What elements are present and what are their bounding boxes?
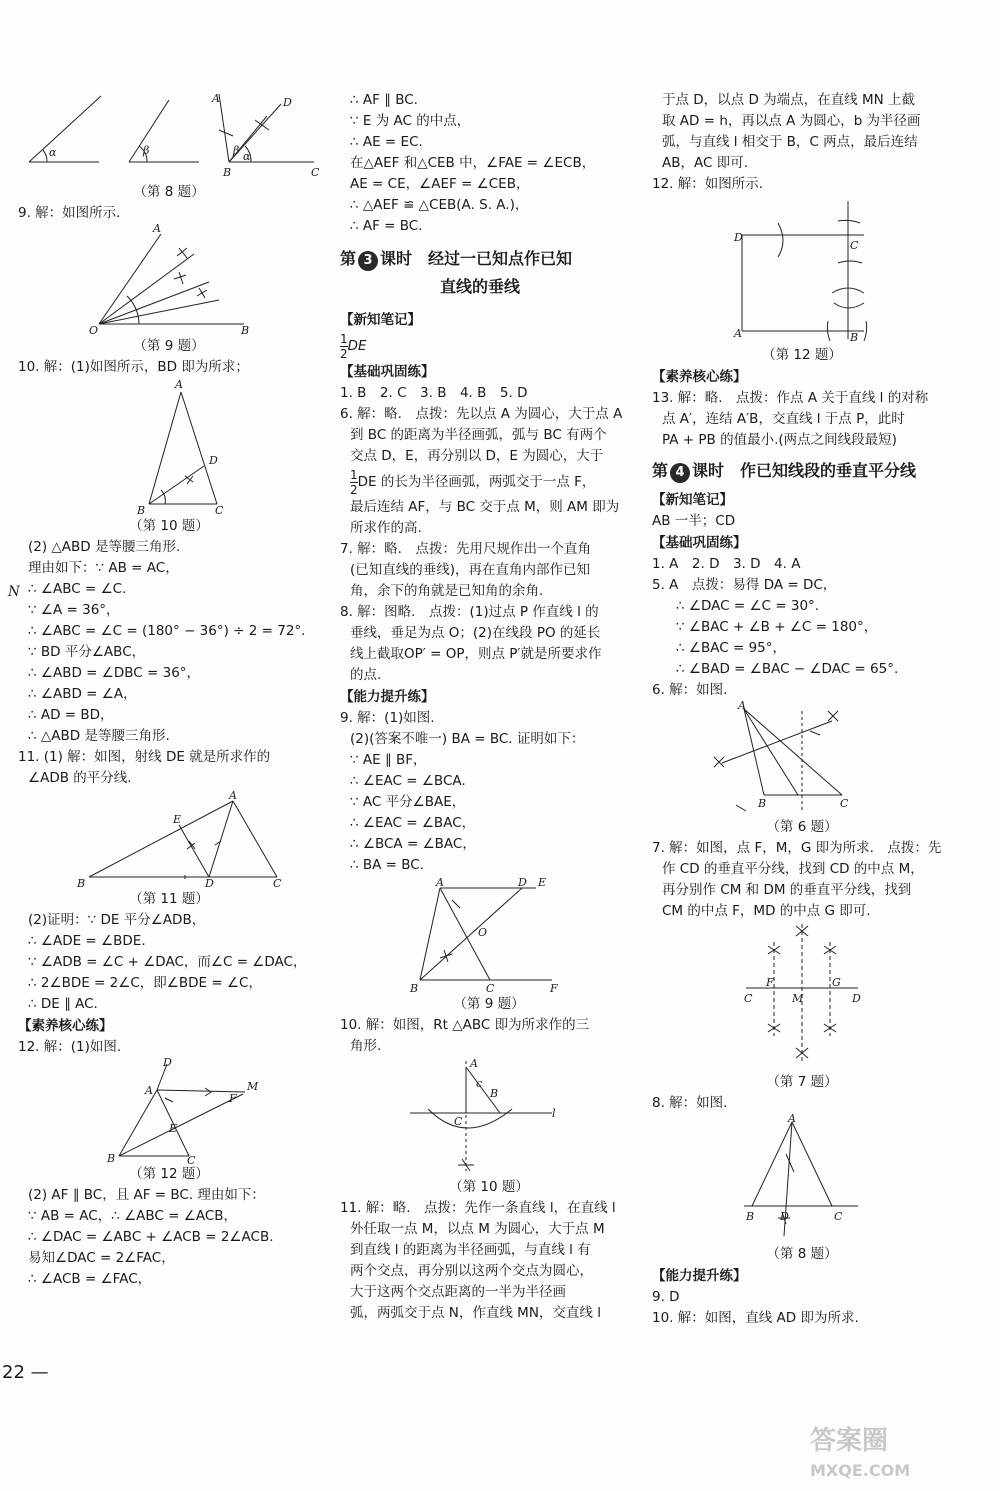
column-left: [18, 90, 320, 1290]
answer-10: 10. 解：(1)如图所示，BD 即为所求；: [18, 359, 249, 375]
answer-9-line7: ∴ ∠BCA = ∠BAC，: [350, 836, 476, 852]
answer-10-2-line1: (2) △ABD 是等腰三角形.: [28, 539, 181, 555]
svg-text:A: A: [470, 1057, 478, 1070]
answer-11-2-line4: ∴ 2∠BDE = 2∠C，即∠BDE = ∠C，: [28, 975, 262, 991]
svg-text:D: D: [780, 1210, 789, 1223]
answer-11-line2: ∠ADB 的平分线.: [28, 770, 132, 786]
svg-text:C: C: [215, 504, 224, 516]
answer-7-line3: 角，余下的角就是已知角的余角.: [350, 583, 544, 599]
svg-text:M: M: [247, 1080, 259, 1093]
proof-line1: ∴ AF ∥ BC.: [350, 92, 418, 108]
answer-11-mid-line6: 弧，两弧交于点 N，作直线 MN，交直线 l: [350, 1305, 601, 1321]
caption-fig8-right: （第 8 题）: [766, 1246, 838, 1262]
svg-text:C: C: [834, 1210, 843, 1223]
answer-9-line5: ∵ AC 平分∠BAE，: [350, 794, 466, 810]
svg-text:B: B: [241, 324, 250, 336]
svg-text:D: D: [209, 454, 218, 467]
svg-text:c: c: [476, 1077, 483, 1090]
section-new-notes: 【新知笔记】: [340, 312, 421, 328]
figure-9: [19, 224, 319, 336]
answer-10-2-line10: ∴ △ABD 是等腰三角形.: [28, 728, 170, 744]
answer-9-line1: 9. 解：(1)如图.: [340, 710, 435, 726]
answers-1-5: 1. B 2. C 3. B 4. B 5. D: [340, 385, 528, 401]
proof-line2: ∵ E 为 AC 的中点，: [350, 113, 471, 129]
proof-line4: 在△AEF 和△CEB 中，∠FAE = ∠ECB，: [350, 155, 596, 171]
caption-fig12: （第 12 题）: [129, 1166, 209, 1182]
answer-11-mid-line5: 大于这两个交点距离的一半为半径画: [350, 1284, 566, 1300]
answer-6-line2: 到 BC 的距离为半径画弧，弧与 BC 有两个: [350, 427, 607, 443]
svg-text:D: D: [205, 877, 214, 889]
svg-text:C: C: [840, 797, 849, 810]
answer-12-2-line5: ∴ ∠ACB = ∠FAC，: [28, 1271, 152, 1287]
answer-10-line2: 角形.: [350, 1038, 382, 1054]
lesson-4-heading: [652, 457, 952, 485]
answer-6-line4-text: DE 的长为半径画弧，两弧交于一点 F，: [357, 474, 596, 490]
svg-text:l: l: [552, 1107, 556, 1120]
caption-fig9: （第 9 题）: [133, 338, 205, 354]
svg-text:A: A: [145, 1084, 153, 1097]
svg-text:β: β: [233, 144, 240, 157]
answer-7-right-line3: 再分别作 CM 和 DM 的垂直平分线，找到: [662, 882, 912, 898]
figure-6-right: [652, 701, 952, 817]
section-new-notes-right: 【新知笔记】: [652, 492, 733, 508]
column-right: [652, 90, 952, 1329]
section-ability-practice-right: 【能力提升练】: [652, 1268, 747, 1284]
answer-6-right: 6. 解：如图.: [652, 682, 728, 698]
answer-11-mid-line1: 11. 解：略. 点拨：先作一条直线 l，在直线 l: [340, 1200, 616, 1216]
lesson-4-title: 课时 作已知线段的垂直平分线: [692, 461, 917, 480]
svg-text:C: C: [486, 982, 495, 994]
column-middle: [340, 90, 638, 1324]
fraction-denominator: 2: [340, 346, 348, 361]
answer-5-line1: 5. A 点拨：易得 DA = DC，: [652, 577, 837, 593]
answer-10-2-line7: ∴ ∠ABD = ∠DBC = 36°，: [28, 665, 201, 681]
caption-fig7-right: （第 7 题）: [766, 1074, 838, 1090]
figure-11: [19, 789, 319, 889]
new-note-right: AB 一半；CD: [652, 513, 736, 529]
answer-9: 9. 解：如图所示.: [18, 205, 121, 221]
answer-11-2-line3: ∵ ∠ADB = ∠C + ∠DAC，而∠C = ∠DAC，: [28, 954, 307, 970]
watermark-url: MXQE.COM: [810, 1461, 911, 1480]
svg-text:A: A: [175, 378, 183, 391]
fraction-denominator-2: 2: [350, 482, 358, 497]
answer-6-line4: [340, 467, 638, 497]
caption-fig8: （第 8 题）: [133, 184, 205, 200]
svg-text:E: E: [538, 876, 547, 889]
svg-text:D: D: [518, 876, 527, 889]
svg-text:A: A: [788, 1114, 796, 1125]
answer-11-2-line1: (2)证明：∵ DE 平分∠ADB，: [28, 912, 206, 928]
answer-10-2-line3: ∴ ∠ABC = ∠C.: [28, 581, 127, 597]
answer-6-line3: 交点 D，E，再分别以 D，E 为圆心，大于: [350, 448, 604, 464]
answer-13-line2: 点 A′，连结 A′B，交直线 l 于点 P，此时: [662, 411, 905, 427]
figure-9-mid: [340, 876, 638, 994]
answer-10-2-line9: ∴ AD = BD，: [28, 707, 114, 723]
answer-12-2-line4: 易知∠DAC = 2∠FAC，: [28, 1250, 175, 1266]
svg-text:D: D: [852, 992, 861, 1005]
answer-6-line6: 所求作的高.: [350, 520, 422, 536]
answer-5-line2: ∴ ∠DAC = ∠C = 30°.: [676, 598, 820, 614]
svg-text:F: F: [550, 982, 558, 994]
margin-note: N: [8, 584, 20, 600]
answer-12-2-line3: ∴ ∠DAC = ∠ABC + ∠ACB = 2∠ACB.: [28, 1229, 274, 1245]
lesson-3-title-line2: 直线的垂线: [440, 277, 521, 296]
section-core-practice-right: 【素养核心练】: [652, 369, 747, 385]
svg-text:A: A: [212, 92, 220, 105]
lesson-4-prefix: 第: [652, 461, 669, 480]
new-note-de: DE: [347, 338, 367, 354]
answer-7-right-line1: 7. 解：如图，点 F，M，G 即为所求. 点拨：先: [652, 840, 942, 856]
answer-5-line4: ∴ ∠BAC = 95°，: [676, 640, 786, 656]
svg-text:B: B: [490, 1087, 499, 1100]
svg-text:B: B: [107, 1152, 116, 1164]
lesson-3-number: 3: [358, 251, 378, 271]
svg-text:β: β: [143, 144, 150, 157]
proof-line7: ∴ AF = BC.: [350, 218, 423, 234]
svg-text:D: D: [283, 96, 292, 109]
watermark: [810, 1420, 990, 1490]
svg-text:B: B: [410, 982, 419, 994]
answer-12-2-line1: (2) AF ∥ BC，且 AF = BC. 理由如下：: [28, 1187, 265, 1203]
svg-text:C: C: [454, 1115, 463, 1128]
svg-text:F: F: [766, 976, 774, 989]
svg-text:A: A: [734, 327, 742, 340]
svg-text:G: G: [832, 976, 841, 989]
answer-5-line3: ∵ ∠BAC + ∠B + ∠C = 180°，: [676, 619, 878, 635]
svg-text:A: A: [436, 876, 444, 889]
answer-9-line8: ∴ BA = BC.: [350, 857, 425, 873]
answer-11-mid-line4: 两个交点，再分别以这两个交点为圆心，: [350, 1263, 593, 1279]
svg-text:B: B: [137, 504, 146, 516]
answer-7-right-line2: 作 CD 的垂直平分线，找到 CD 的中点 M，: [662, 861, 924, 877]
lesson-4-number: 4: [670, 463, 690, 483]
caption-fig12-right: （第 12 题）: [762, 347, 842, 363]
lesson-3-prefix: 第: [340, 249, 357, 268]
answer-10-2-line5: ∴ ∠ABC = ∠C = (180° − 36°) ÷ 2 = 72°.: [28, 623, 306, 639]
answer-9-line3: ∵ AE ∥ BF，: [350, 752, 427, 768]
answer-7-line2: (已知直线的垂线)，再在直角内部作已知: [350, 562, 591, 578]
answer-10-2-line8: ∴ ∠ABD = ∠A，: [28, 686, 137, 702]
answer-8-right: 8. 解：如图.: [652, 1095, 728, 1111]
answer-12: 12. 解：(1)如图.: [18, 1039, 122, 1055]
lesson-3-heading: [340, 245, 638, 301]
answer-8-line3: 线上截取OP′ = OP，则点 P′就是所要求作: [350, 646, 602, 662]
answer-7-line1: 7. 解：略. 点拨：先用尺规作出一个直角: [340, 541, 591, 557]
page-number: 22 —: [2, 1362, 49, 1383]
answer-11-cont-line3: 弧，与直线 l 相交于 B，C 两点，最后连结: [662, 134, 918, 150]
answer-8-line4: 的点.: [350, 667, 382, 683]
answer-10-line1: 10. 解：如图，Rt △ABC 即为所求作的三: [340, 1017, 590, 1033]
section-basic-practice-right: 【基础巩固练】: [652, 535, 747, 551]
answers-1-4-right: 1. A 2. D 3. D 4. A: [652, 556, 801, 572]
svg-text:B: B: [223, 166, 232, 179]
figure-8-right: [652, 1114, 952, 1244]
caption-fig9-mid: （第 9 题）: [453, 996, 525, 1012]
svg-text:B: B: [746, 1210, 755, 1223]
proof-line6: ∴ △AEF ≌ △CEB(A. S. A.)，: [350, 197, 529, 213]
svg-text:O: O: [478, 926, 488, 939]
caption-fig10: （第 10 题）: [129, 518, 209, 534]
lesson-3-title: 课时 经过一已知点作已知: [380, 249, 573, 268]
answer-8-line2: 垂线，垂足为点 O；(2)在线段 PO 的延长: [350, 625, 601, 641]
answer-9-line2: (2)(答案不唯一) BA = BC. 证明如下：: [350, 731, 585, 747]
svg-text:D: D: [163, 1058, 172, 1069]
svg-text:C: C: [187, 1154, 196, 1164]
figure-10: [19, 378, 319, 516]
svg-text:C: C: [850, 239, 859, 252]
fraction-numerator-2: 1: [350, 467, 358, 482]
svg-text:D: D: [734, 231, 743, 244]
svg-text:B: B: [77, 877, 86, 889]
answer-10-2-line6: ∵ BD 平分∠ABC，: [28, 644, 146, 660]
svg-text:B: B: [850, 331, 859, 344]
section-ability-practice: 【能力提升练】: [340, 689, 435, 705]
svg-text:C: C: [273, 877, 282, 889]
answer-11-2-line5: ∴ DE ∥ AC.: [28, 996, 98, 1012]
answer-13-line1: 13. 解：略. 点拨：作点 A 关于直线 l 的对称: [652, 390, 929, 406]
answer-5-line5: ∴ ∠BAD = ∠BAC − ∠DAC = 65°.: [676, 661, 899, 677]
caption-fig10-mid: （第 10 题）: [449, 1179, 529, 1195]
answer-8-line1: 8. 解：图略. 点拨：(1)过点 P 作直线 l 的: [340, 604, 599, 620]
section-core-practice: 【素养核心练】: [18, 1018, 113, 1034]
answer-7-right-line4: CM 的中点 F，MD 的中点 G 即可.: [662, 903, 871, 919]
answer-9-line6: ∴ ∠EAC = ∠BAC，: [350, 815, 476, 831]
new-note-fraction: [340, 331, 638, 361]
fraction-half: [340, 332, 348, 361]
answer-11-cont-line1: 于点 D，以点 D 为端点，在直线 MN 上截: [662, 92, 915, 108]
figure-12-right: [652, 195, 952, 345]
answer-9-line4: ∴ ∠EAC = ∠BCA.: [350, 773, 466, 789]
section-basic-practice: 【基础巩固练】: [340, 364, 435, 380]
proof-line5: AE = CE，∠AEF = ∠CEB，: [350, 176, 530, 192]
answer-11-line1: 11. (1) 解：如图，射线 DE 就是所求作的: [18, 749, 271, 765]
figure-10-mid: [340, 1057, 638, 1177]
answer-10-2-line4: ∵ ∠A = 36°，: [28, 602, 120, 618]
answer-6-line1: 6. 解：略. 点拨：先以点 A 为圆心，大于点 A: [340, 406, 623, 422]
answer-11-2-line2: ∴ ∠ADE = ∠BDE.: [28, 933, 146, 949]
svg-text:A: A: [738, 701, 746, 712]
caption-fig6-right: （第 6 题）: [766, 819, 838, 835]
answer-9-right: 9. D: [652, 1289, 680, 1305]
svg-text:M: M: [792, 992, 804, 1005]
svg-text:A: A: [153, 224, 161, 235]
fraction-half-2: [350, 468, 358, 497]
figure-8: [19, 90, 319, 182]
svg-text:F: F: [229, 1092, 237, 1105]
svg-text:C: C: [311, 166, 319, 179]
caption-fig11: （第 11 题）: [129, 891, 209, 907]
svg-text:O: O: [89, 324, 99, 336]
answer-11-cont-line2: 取 AD = h，再以点 A 为圆心，b 为半径画: [662, 113, 921, 129]
proof-line3: ∴ AE = EC.: [350, 134, 423, 150]
svg-text:E: E: [173, 813, 182, 826]
svg-text:E: E: [169, 1122, 178, 1135]
answer-10-right: 10. 解：如图，直线 AD 即为所求.: [652, 1310, 859, 1326]
svg-text:B: B: [758, 797, 767, 810]
figure-12: [19, 1058, 319, 1164]
answer-6-line5: 最后连结 AF，与 BC 交于点 M，则 AM 即为: [350, 499, 620, 515]
answer-12-2-line2: ∵ AB = AC，∴ ∠ABC = ∠ACB，: [28, 1208, 238, 1224]
answer-11-mid-line3: 到直线 l 的距离为半径画弧，与直线 l 有: [350, 1242, 591, 1258]
svg-text:C: C: [744, 992, 753, 1005]
answer-13-line3: PA + PB 的值最小.(两点之间线段最短): [662, 432, 897, 448]
answer-10-2-line2: 理由如下：∵ AB = AC，: [28, 560, 179, 576]
answer-12-right: 12. 解：如图所示.: [652, 176, 764, 192]
answer-11-mid-line2: 外任取一点 M，以点 M 为圆心，大于点 M: [350, 1221, 605, 1237]
fraction-numerator: 1: [340, 331, 348, 346]
watermark-text: 答案圈: [810, 1426, 889, 1456]
answer-11-cont-line4: AB，AC 即可.: [662, 155, 749, 171]
svg-text:α: α: [243, 150, 251, 163]
svg-text:α: α: [49, 146, 57, 159]
figure-7-right: [652, 922, 952, 1072]
svg-text:A: A: [229, 789, 237, 802]
